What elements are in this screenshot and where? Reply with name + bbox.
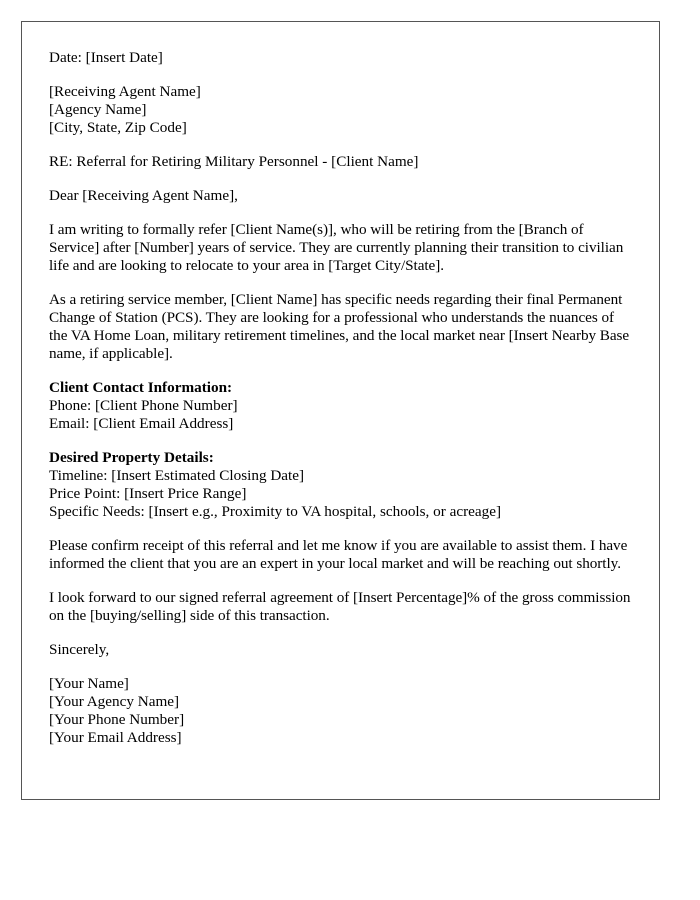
date-line xyxy=(49,49,632,67)
recipient-agency-name: [Agency Name] xyxy=(49,101,147,118)
salutation xyxy=(49,187,632,205)
property-details-heading: Desired Property Details: xyxy=(49,449,214,466)
client-contact-heading: Client Contact Information: xyxy=(49,379,233,396)
closing-text: Sincerely, xyxy=(49,641,110,658)
property-specific-needs: Specific Needs: [Insert e.g., Proximity to VA hospital, schools, or acreage] xyxy=(49,503,502,520)
signature-agency: [Your Agency Name] xyxy=(49,693,180,710)
recipient-agent-name: [Receiving Agent Name] xyxy=(49,83,201,100)
body-paragraph-2-text: As a retiring service member, [Client Name] has specific needs regarding their final Permanent Change of Station (PCS). They are looking for a professional who understands the nuances of the VA Home Loan, military retirement timelines, and the local market near [Insert Nearby Base name, if applicable]. xyxy=(49,291,630,362)
client-contact-section xyxy=(49,379,632,433)
signature-email: [Your Email Address] xyxy=(49,729,182,746)
subject-text: RE: Referral for Retiring Military Personnel - [Client Name] xyxy=(49,153,419,170)
closing xyxy=(49,641,632,659)
client-email: Email: [Client Email Address] xyxy=(49,415,234,432)
recipient-city-state-zip: [City, State, Zip Code] xyxy=(49,119,187,136)
body-paragraph-3 xyxy=(49,537,632,573)
recipient-block xyxy=(49,83,632,137)
body-paragraph-4-text: I look forward to our signed referral agreement of [Insert Percentage]% of the gross commission on the [buying/selling] side of this transaction. xyxy=(49,589,631,624)
referral-letter xyxy=(21,21,660,800)
subject-line xyxy=(49,153,632,171)
signature-phone: [Your Phone Number] xyxy=(49,711,185,728)
property-details-section xyxy=(49,449,632,521)
body-paragraph-4 xyxy=(49,589,632,625)
date-text: Date: [Insert Date] xyxy=(49,49,163,66)
property-price-point: Price Point: [Insert Price Range] xyxy=(49,485,247,502)
body-paragraph-2 xyxy=(49,291,632,363)
property-timeline: Timeline: [Insert Estimated Closing Date] xyxy=(49,467,305,484)
signature-name: [Your Name] xyxy=(49,675,129,692)
signature-block xyxy=(49,675,632,747)
body-paragraph-1 xyxy=(49,221,632,275)
client-phone: Phone: [Client Phone Number] xyxy=(49,397,238,414)
body-paragraph-3-text: Please confirm receipt of this referral and let me know if you are available to assist them. I have informed the client that you are an expert in your local market and will be reaching out shortly. xyxy=(49,537,628,572)
body-paragraph-1-text: I am writing to formally refer [Client Name(s)], who will be retiring from the [Branch of Service] after [Number] years of service. They are currently planning their transition to civilian life and are looking to relocate to your area in [Target City/State]. xyxy=(49,221,624,274)
salutation-text: Dear [Receiving Agent Name], xyxy=(49,187,238,204)
